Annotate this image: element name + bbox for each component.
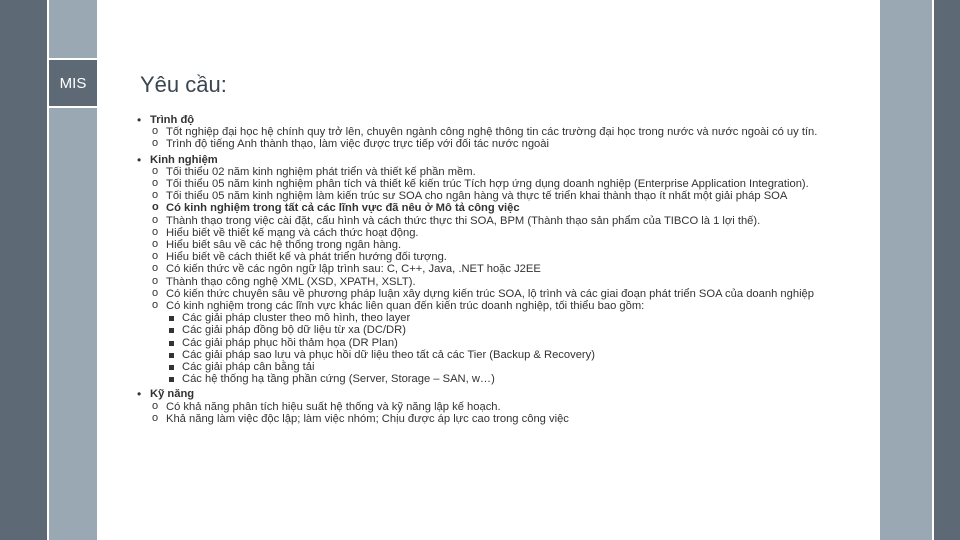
sub-list-item: Các giải pháp phục hồi thảm họa (DR Plan) <box>166 337 875 349</box>
list-item: o Tốt nghiệp đại học hệ chính quy trở lên, chuyên ngành công nghệ thông tin các trường đại học trong nước và nước ngoài có uy tín. <box>150 126 875 138</box>
sub-list-item: Các giải pháp cluster theo mô hình, theo layer <box>166 312 875 324</box>
list-item: o Tối thiểu 05 năm kinh nghiệm phân tích và thiết kế kiến trúc Tích hợp ứng dụng doanh nghiệp (Enterprise Application Integration). <box>150 178 875 190</box>
list-item: o Có kiến thức về các ngôn ngữ lập trình sau: C, C++, Java, .NET hoặc J2EE <box>150 263 875 275</box>
list-item: o Có kinh nghiệm trong tất cả các lĩnh vực đã nêu ở Mô tả công việc <box>150 202 875 214</box>
section-education <box>135 114 875 151</box>
list-item: o Thành thạo công nghệ XML (XSD, XPATH, XSLT). <box>150 276 875 288</box>
sub-list-item: Các giải pháp sao lưu và phục hồi dữ liệu theo tất cả các Tier (Backup & Recovery) <box>166 349 875 361</box>
requirements-list <box>135 114 875 425</box>
list-item: o Hiểu biết về cách thiết kế và phát triển hướng đối tượng. <box>150 251 875 263</box>
section-heading: Kinh nghiệm <box>150 153 218 166</box>
list-item: o Hiểu biết sâu về các hệ thống trong ngân hàng. <box>150 239 875 251</box>
list-item-text: Có kinh nghiệm trong các lĩnh vực khác liên quan đến kiến trúc doanh nghiệp, tối thiểu bao gồm: <box>166 300 645 313</box>
section-experience <box>135 154 875 386</box>
sub-list-item: Các giải pháp đồng bộ dữ liệu từ xa (DC/DR) <box>166 324 875 336</box>
left-dark-bar <box>0 0 47 540</box>
list-item: o Có khả năng phân tích hiệu suất hệ thống và kỹ năng lập kế hoạch. <box>150 401 875 413</box>
section-heading: Trình độ <box>150 114 195 126</box>
sub-list-item: Các giải pháp cân bằng tải <box>166 361 875 373</box>
list-item: o Hiểu biết về thiết kế mạng và cách thức hoạt động. <box>150 227 875 239</box>
list-item: o Thành thạo trong việc cài đặt, cấu hình và cách thức thực thi SOA, BPM (Thành thạo sản phẩm của TIBCO là 1 lợi thế). <box>150 215 875 227</box>
list-item: o Tối thiểu 05 năm kinh nghiệm làm kiến trúc sư SOA cho ngân hàng và thực tế triển khai thành thạo ít nhất một giải pháp SOA <box>150 190 875 202</box>
list-item: o Khả năng làm việc độc lập; làm việc nhóm; Chịu được áp lực cao trong công việc <box>150 413 875 425</box>
section-heading: Kỹ năng <box>150 388 195 401</box>
list-item <box>150 300 875 385</box>
list-item: o Tối thiểu 02 năm kinh nghiệm phát triển và thiết kế phần mềm. <box>150 166 875 178</box>
right-light-bar <box>880 0 932 540</box>
section-skills <box>135 388 875 425</box>
slide-title: Yêu cầu: <box>140 72 227 97</box>
list-item: o Có kiến thức chuyên sâu về phương pháp luận xây dựng kiến trúc SOA, lộ trình và các giai đoạn phát triển SOA của doanh nghiệp <box>150 288 875 300</box>
brand-label: MIS <box>49 58 97 108</box>
sub-list-item: Các hệ thống hạ tầng phần cứng (Server, Storage – SAN, w…) <box>166 373 875 385</box>
list-item: o Trình độ tiếng Anh thành thạo, làm việc được trực tiếp với đối tác nước ngoài <box>150 138 875 150</box>
requirements-content <box>135 114 875 428</box>
right-dark-bar <box>934 0 960 540</box>
